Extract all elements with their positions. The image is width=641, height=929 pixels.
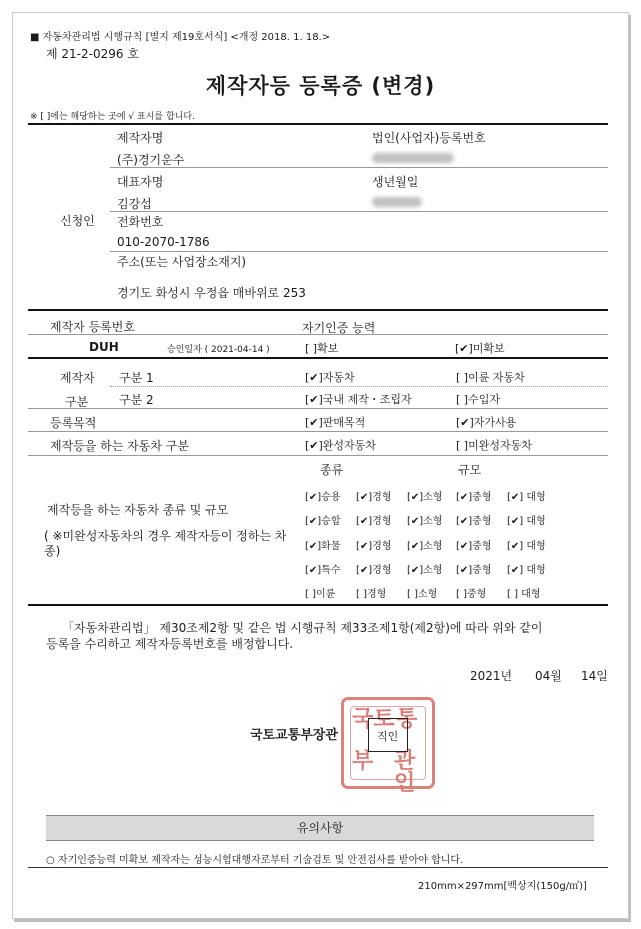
domestic-option: [✔]국내 제작・조립자 [305,393,412,406]
phone-number: 010-2070-1786 [117,235,210,249]
statement-line-1: 「자동차관리법」 제30조제2항 및 같은 법 시행규칙 제33조제1항(제2항)에 따라 위와 같이 [62,621,543,635]
size-small: [✔]소형 [407,541,443,552]
address-label: 주소(또는 사업장소재지) [117,255,247,269]
manufacturer-category-label: 구분 [65,395,89,409]
purpose-label: 등록목적 [50,416,97,430]
self-cert-secured: [ ]확보 [305,342,339,355]
redacted-birth-date [372,197,422,207]
registration-number-label: 제작자 등록번호 [50,320,135,334]
size-large: [✔] 대형 [507,565,546,576]
size-small: [✔]소형 [407,492,443,503]
divider [28,357,608,359]
company-name: (주)경기운수 [117,153,185,167]
size-large: [✔] 대형 [507,516,546,527]
divider [110,167,608,168]
two-wheel-option: [ ]이륜 자동차 [456,371,525,384]
statement-line-2: 등록을 수리하고 제작자등록번호를 배정합니다. [46,637,294,651]
divider [110,386,608,387]
importer-option: [ ]수입자 [456,393,500,406]
divider [28,604,608,606]
applicant-label: 신청인 [60,214,95,228]
types-label: 제작등을 하는 자동차 종류 및 규모 [47,503,229,517]
seal-mark: 직인 [377,730,399,743]
size-light: [✔]경형 [356,516,392,527]
sale-option: [✔]판매목적 [305,416,366,429]
address: 경기도 화성시 우정읍 매바위로 253 [117,286,306,300]
document-number: 제 21-2-0296 호 [46,47,139,61]
official-seal-stamp: 국토 통 부 관인 [341,697,435,789]
size-medium: [✔]중형 [456,565,492,576]
category-2-label: 구분 2 [119,393,154,407]
business-reg-label: 법인(사업자)등록번호 [372,131,486,145]
paper-spec: 210mm×297mm[백상지(150g/㎡)] [418,881,587,892]
notes-header: 유의사항 [296,821,344,835]
representative-name: 김강섭 [117,197,152,211]
size-light: [✔]경형 [356,492,392,503]
self-cert-label: 자기인증 능력 [302,321,376,335]
kind-passenger: [✔]승용 [305,492,341,503]
own-use-option: [✔]자가사용 [456,416,517,429]
check-instruction: ※ [ ]에는 해당하는 곳에 √ 표시를 합니다. [30,112,195,122]
divider [110,211,608,212]
registration-number: DUH [89,340,119,354]
divider [28,334,608,335]
size-medium: [✔]중형 [456,541,492,552]
size-large: [✔] 대형 [507,541,546,552]
notes-text: ○ 자기인증능력 미확보 제작자는 성능시험대행자로부터 기술검토 및 안전검사를 받아야 합니다. [46,855,464,866]
divider [28,455,608,456]
size-large: [✔] 대형 [507,492,546,503]
manufacturer-label: 제작자 [60,371,95,385]
incomplete-vehicle-option: [ ]미완성자동차 [456,439,532,452]
size-medium: [✔]중형 [456,492,492,503]
size-small: [✔]소형 [407,516,443,527]
company-name-label: 제작자명 [117,131,164,145]
divider [28,123,608,125]
issuer-name: 국토교통부장관 [250,728,338,743]
vehicle-type-label: 제작등을 하는 자동차 구분 [50,439,189,453]
regulation-header: ■ 자동차관리법 시행규칙 [별지 제19호서식] <개정 2018. 1. 18.> [30,32,331,43]
divider [28,431,608,432]
divider [28,408,608,409]
birth-date-label: 생년월일 [372,175,419,189]
self-cert-not-secured: [✔]미확보 [455,342,505,355]
kind-special: [✔]특수 [305,565,341,576]
size-large: [ ] 대형 [507,589,541,600]
kind-van: [✔]승합 [305,516,341,527]
size-light: [✔]경형 [356,541,392,552]
kind-two-wheel: [ ]이륜 [305,589,336,600]
size-medium: [ ]중형 [456,589,487,600]
size-medium: [✔]중형 [456,516,492,527]
divider [28,867,608,868]
approval-date: 승인일자 ( 2021-04-14 ) [167,345,270,355]
size-header: 규모 [458,463,482,477]
redacted-business-number [372,153,454,163]
size-small: [✔]소형 [407,565,443,576]
representative-label: 대표자명 [117,175,164,189]
category-1-label: 구분 1 [119,371,154,385]
divider [28,309,608,311]
size-small: [ ]소형 [407,589,438,600]
document-title: 제작자등 등록증 (변경) [205,74,436,98]
complete-vehicle-option: [✔]완성자동차 [305,439,376,452]
notes-header-bar [46,815,594,841]
divider [110,251,608,252]
types-note: ( ※미완성자동차의 경우 제작자등이 정하는 차종) [44,529,287,558]
kind-header: 종류 [320,463,344,477]
size-light: [ ]경형 [356,589,387,600]
issue-date: 2021년 04월 14일 [470,669,608,683]
kind-truck: [✔]화물 [305,541,341,552]
size-light: [✔]경형 [356,565,392,576]
phone-label: 전화번호 [117,215,164,229]
car-option: [✔]자동차 [305,371,355,384]
